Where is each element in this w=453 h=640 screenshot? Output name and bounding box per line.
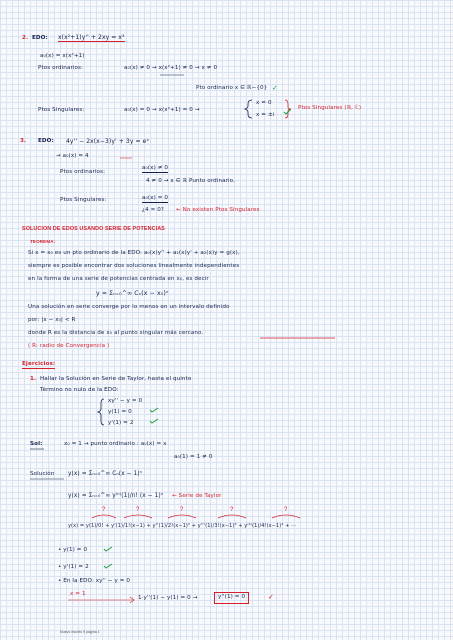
problem-2-ordinary-set: Pto ordinario x ∈ ℝ−{0} [196, 85, 268, 91]
problem-2-singular-condition: a₀(x) = 0 → x(x²+1) = 0 → [124, 107, 200, 113]
problem-2-ordinary-label: Ptos ordinarios: [38, 65, 84, 71]
sol-label: Sol: [30, 441, 43, 447]
svg-text:?: ? [230, 507, 234, 513]
substitution-step: 1·y''(1) − y(1) = 0 → [138, 595, 198, 601]
problem-3-ordinary-result: 4 ≠ 0 → x ∈ ℝ Punto ordinario. [146, 178, 235, 184]
theorem-line-3: en la forma de una serie de potencias centrada en x₀, es decir [28, 276, 209, 282]
taylor-series: y(x) = Σₙ₌₀^∞ y⁽ⁿ⁾(1)/n! (x − 1)ⁿ [68, 493, 164, 499]
problem-2-ordinary-condition: a₀(x) ≠ 0 → x(x²+1) ≠ 0 → x ≠ 0 [124, 65, 218, 71]
check-icon [150, 419, 158, 423]
check-icon [150, 408, 158, 412]
footer-note: Nuevo escrito 9 pagina 1 [60, 630, 100, 634]
problem-3-number: 3. [20, 138, 27, 144]
ivp-equation: xy'' − y = 0 [108, 398, 143, 404]
check-icon: ✓ [272, 84, 278, 92]
problem-2-equation: x(x²+1)y'' + 2xy = x³ [58, 34, 125, 41]
problem-2-singular-xi: x = ±i [256, 112, 275, 118]
problem-3-ordinary-label: Ptos ordinarios: [60, 169, 106, 175]
problem-2-singular-label: Ptos Singulares: [38, 107, 85, 113]
bullet-yprime1: • y'(1) = 2 [58, 564, 89, 570]
problem-3-ordinary-condition: a₀(x) ≠ 0 [142, 165, 169, 171]
exercises-title: Ejercicios: [22, 361, 56, 367]
power-series-formula: y = Σₙ₌₀^∞ Cₙ(x − x₀)ⁿ [96, 290, 169, 297]
problem-3-label: EDO: [38, 138, 54, 144]
svg-text:?: ? [284, 507, 288, 513]
problem-3-singular-question: ¿4 = 0? [142, 207, 164, 213]
result-box: y''(1) = 0 [214, 592, 249, 604]
theorem-line-7: ( R: radio de Convergencia ) [28, 343, 110, 349]
check-icon [104, 564, 112, 568]
series-solution: y(x) = Σₙ₌₀^∞ Cₙ(x − 1)ⁿ [68, 471, 143, 477]
theorem-line-2: siempre es posible encontrar dos soluciones linealmente independientes [28, 263, 240, 269]
brace-icon [98, 399, 104, 425]
problem-2-singular-note: Ptos Singulares (ℝ, ℂ) [298, 105, 362, 111]
sol-line-2: a₀(1) = 1 ≠ 0 [174, 454, 213, 460]
problem-3-coefficient: → a₀(x) = 4 [56, 153, 89, 159]
problem-2-singular-x0: x = 0 [256, 100, 272, 106]
section-title: SOLUCION DE EDOS USANDO SERIE DE POTENCIAS [22, 226, 165, 232]
solucion-label: Solución [30, 471, 55, 477]
svg-text:?: ? [180, 507, 184, 513]
exercise-1-number: 1. [30, 376, 37, 382]
svg-text:?: ? [102, 507, 106, 513]
svg-text:?: ? [136, 507, 140, 513]
problem-3-equation: 4y'' − 2x(x−3)y' + 3y = eˣ [66, 138, 150, 145]
problem-3-singular-condition: a₀(x) = 0 [142, 195, 169, 201]
problem-3-singular-label: Ptos Singulares: [60, 197, 107, 203]
taylor-expansion: y(x) = y(1)/0! + y'(1)/1!(x−1) + y''(1)/2!(x−1)² + y'''(1)/3!(x−1)³ + y⁽⁴⁾(1)/4!(x−1)⁴ + ··· [68, 523, 297, 529]
theorem-line-4: Una solución en serie converge por lo menos en un intervalo definido [28, 304, 230, 310]
bullet-y1: • y(1) = 0 [58, 547, 88, 553]
problem-2-label: EDO: [32, 35, 48, 41]
theorem-line-5: por: |x − x₀| < R [28, 317, 76, 323]
check-icon: ✓ [268, 593, 274, 601]
brace-icon [245, 100, 252, 118]
theorem-label: TEOREMA: [30, 239, 56, 244]
ivp-condition-1: y(1) = 0 [108, 409, 132, 415]
bracket-icon [285, 100, 291, 118]
exercise-1-line-1: Hallar la Solución en Serie de Taylor, hasta el quinto [40, 376, 192, 382]
theorem-line-1: Si x = x₀ es un pto ordinario de la EDO: a₀(x)y'' + a₁(x)y' + a₂(x)y = g(x), [28, 250, 240, 256]
problem-2-coefficient: a₀(x) = x(x²+1) [40, 53, 85, 59]
substitution-label: x = 1 [70, 591, 86, 597]
problem-2-number: 2. [22, 35, 29, 41]
check-icon [104, 547, 112, 551]
sol-line-1: x₀ = 1 → punto ordinario : a₀(x) = x [64, 441, 167, 447]
taylor-series-note: ← Serie de Taylor [172, 493, 222, 499]
theorem-line-6: donde R es la distancia de x₀ al punto singular más cercano. [28, 330, 204, 336]
problem-3-singular-note: ← No existen Ptos Singulares [176, 207, 260, 213]
ivp-condition-2: y'(1) = 2 [108, 420, 134, 426]
exercise-1-line-2: Término no nulo de la EDO: [40, 387, 119, 393]
bullet-edo: • En la EDO: xy'' − y = 0 [58, 578, 131, 584]
